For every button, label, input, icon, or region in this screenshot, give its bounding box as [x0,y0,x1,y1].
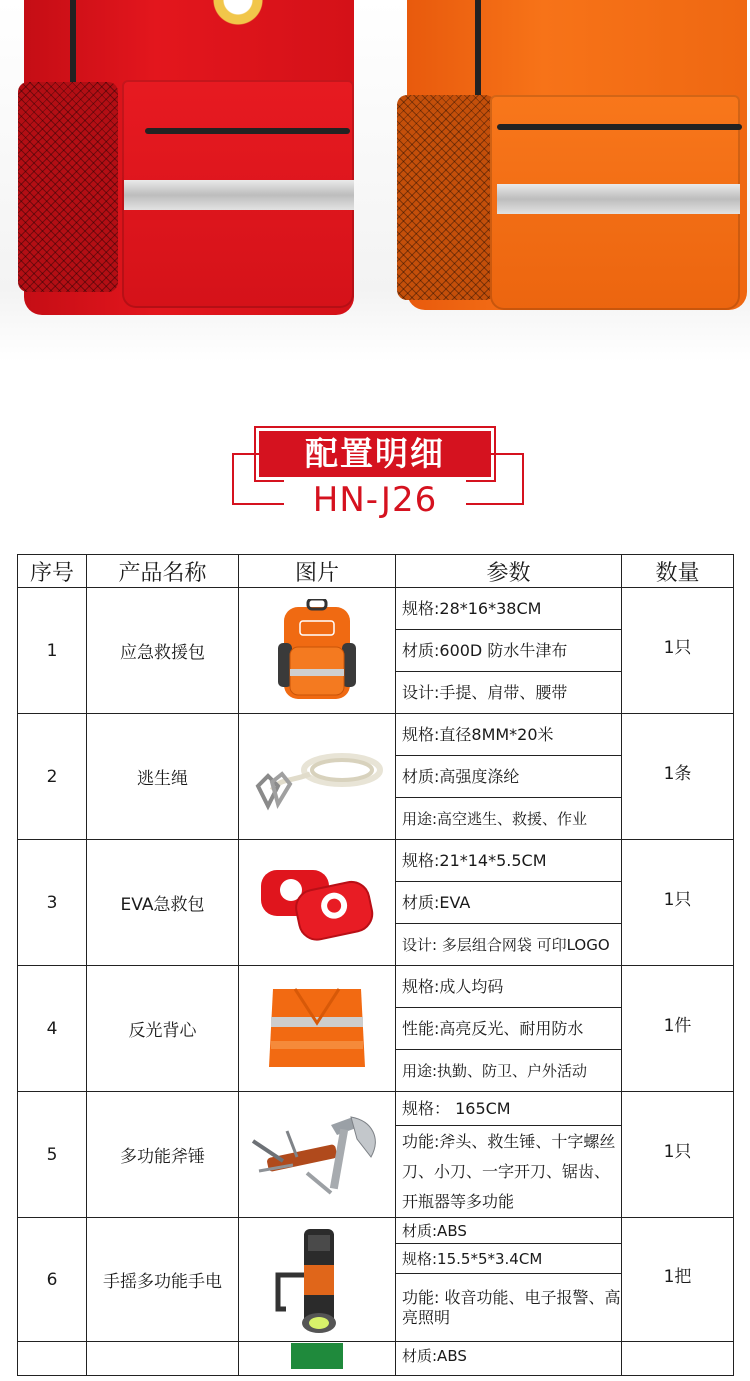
header-name: 产品名称 [87,555,239,588]
row-number: 6 [18,1218,87,1342]
header-params: 参数 [396,555,622,588]
param-material: 材质:EVA [396,882,622,924]
param-design: 设计: 多层组合网袋 可印LOGO [396,924,622,966]
product-name [87,1342,239,1376]
param-spec: 规格:15.5*5*3.4CM [396,1244,622,1274]
row-number: 3 [18,840,87,966]
param-spec: 规格:成人均码 [396,966,622,1008]
product-name: 多功能斧锤 [87,1092,239,1218]
configuration-table [17,554,734,1376]
product-image-cell [239,840,396,966]
green-box-icon [287,1339,347,1369]
product-name: 逃生绳 [87,714,239,840]
product-image-cell [239,1342,396,1376]
product-name: 手摇多功能手电 [87,1218,239,1342]
header-image: 图片 [239,555,396,588]
section-header [0,420,750,520]
eva-case-icon [257,860,377,946]
red-backpack-image [10,0,360,320]
model-number: HN-J26 [284,480,466,520]
table-row [18,714,734,756]
param-performance: 性能:高亮反光、耐用防水 [396,1008,622,1050]
product-name: 应急救援包 [87,588,239,714]
product-image-cell [239,588,396,714]
param-function: 功能:斧头、救生锤、十字螺丝刀、小刀、一字开刀、锯齿、开瓶器等多功能 [396,1126,622,1218]
param-spec: 规格： 165CM [396,1092,622,1126]
row-number: 2 [18,714,87,840]
header-no: 序号 [18,555,87,588]
row-number: 1 [18,588,87,714]
reflective-vest-icon [265,983,369,1075]
param-function: 功能: 收音功能、电子报警、高亮照明 [396,1274,622,1342]
param-material: 材质:ABS [396,1342,622,1376]
row-number: 4 [18,966,87,1092]
table-row [18,840,734,882]
table-row [18,1218,734,1244]
table-row [18,1092,734,1126]
row-number: 5 [18,1092,87,1218]
quantity: 1把 [622,1218,734,1342]
param-spec: 规格:28*16*38CM [396,588,622,630]
row-number [18,1342,87,1376]
param-design: 设计:手提、肩带、腰带 [396,672,622,714]
crank-flashlight-icon [262,1225,372,1335]
quantity: 1件 [622,966,734,1092]
product-image-cell [239,1218,396,1342]
table-header-row [18,555,734,588]
param-material: 材质:高强度涤纶 [396,756,622,798]
quantity: 1只 [622,588,734,714]
param-spec: 规格:21*14*5.5CM [396,840,622,882]
table-row [18,588,734,630]
quantity: 1条 [622,714,734,840]
orange-backpack-image [395,0,750,320]
param-usage: 用途:执勤、防卫、户外活动 [396,1050,622,1092]
header-qty: 数量 [622,555,734,588]
quantity: 1只 [622,1092,734,1218]
product-photo [0,0,750,362]
table-row [18,966,734,1008]
param-material: 材质:ABS [396,1218,622,1244]
product-name: 反光背心 [87,966,239,1092]
quantity [622,1342,734,1376]
product-image-cell [239,966,396,1092]
param-usage: 用途:高空逃生、救援、作业 [396,798,622,840]
table-row [18,1342,734,1376]
product-image-cell [239,714,396,840]
quantity: 1只 [622,840,734,966]
orange-backpack-icon [278,599,356,703]
rope-icon [250,742,384,812]
product-image-cell [239,1092,396,1218]
product-name: EVA急救包 [87,840,239,966]
param-material: 材质:600D 防水牛津布 [396,630,622,672]
param-spec: 规格:直径8MM*20米 [396,714,622,756]
multi-tool-hammer-icon [247,1111,387,1199]
section-title: 配置明细 [259,431,491,477]
